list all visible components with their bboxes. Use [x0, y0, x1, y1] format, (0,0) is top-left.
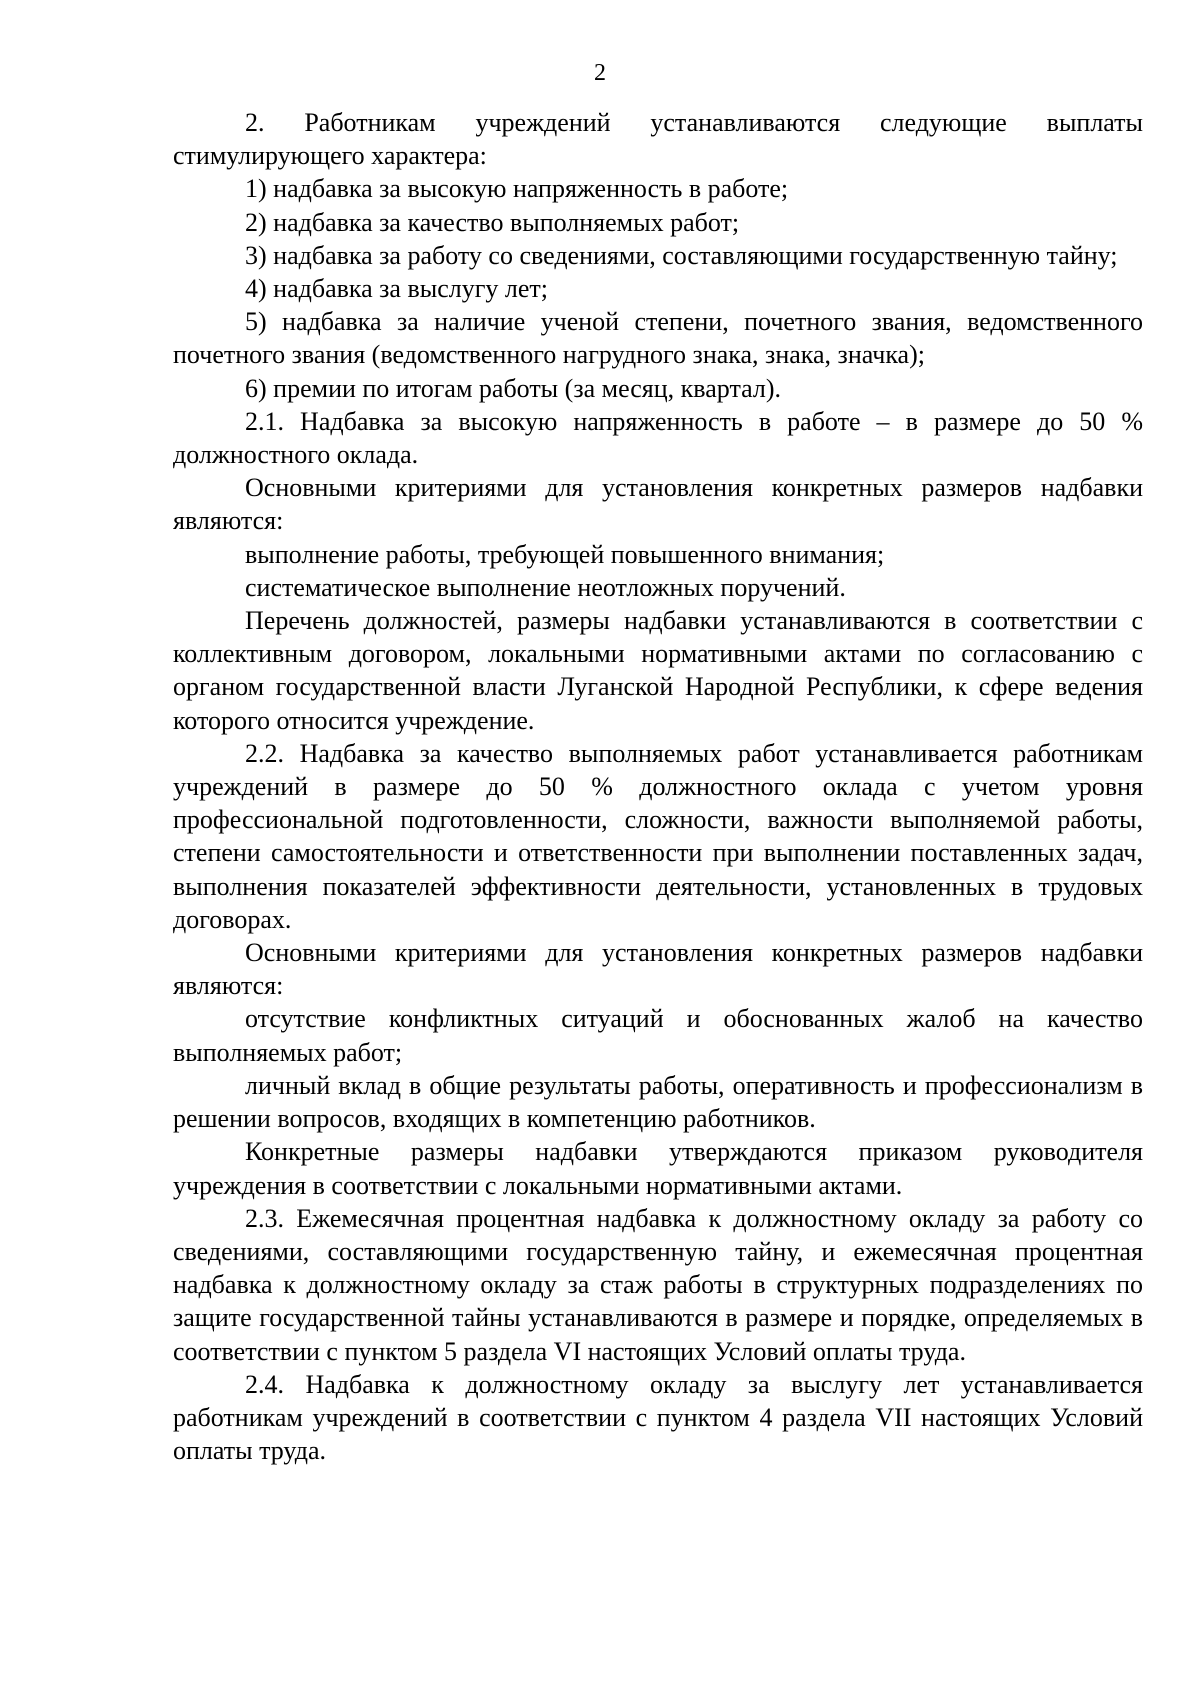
list-item-5: 5) надбавка за наличие ученой степени, почетного звания, ведомственного почетного звания (ведомственного нагрудного знака, знака, значка);	[173, 307, 1143, 370]
list-item-1: 1) надбавка за высокую напряженность в работе;	[245, 174, 789, 204]
section-2-1: 2.1. Надбавка за высокую напряженность в работе – в размере до 50 % должностного оклада.	[173, 406, 1143, 470]
criteria-item: отсутствие конфликтных ситуаций и обоснованных жалоб на качество выполняемых работ;	[173, 1004, 1143, 1067]
page-number: 2	[594, 60, 606, 86]
criteria-intro: Основными критериями для установления конкретных размеров надбавки являются:	[173, 473, 1143, 536]
section-2-intro: 2. Работникам учреждений устанавливаются следующие выплаты стимулирующего характера:	[173, 108, 1143, 171]
section-2-2: 2.2. Надбавка за качество выполняемых работ устанавливается работникам учреждений в размере до 50 % должностного оклада с учетом уровня профессиональной подготовленности, сложности, важности выполняемой работы, степени самостоятельности и ответственности при выполнении поставленных задач, выполнения показателей эффективности деятельности, установленных в трудовых договорах.	[173, 738, 1143, 934]
list-item-3: 3) надбавка за работу со сведениями, составляющими государственную тайну;	[245, 240, 1118, 270]
list-item-6: 6) премии по итогам работы (за месяц, квартал).	[245, 373, 782, 403]
criteria-item: личный вклад в общие результаты работы, оперативность и профессионализм в решении вопросов, входящих в компетенцию работников.	[173, 1070, 1143, 1134]
list-item-4: 4) надбавка за выслугу лет;	[245, 274, 548, 304]
list-item-2: 2) надбавка за качество выполняемых работ;	[245, 207, 740, 237]
criteria-item: выполнение работы, требующей повышенного внимания;	[245, 539, 885, 569]
document-body	[173, 106, 1143, 1467]
criteria-intro: Основными критериями для установления конкретных размеров надбавки являются:	[173, 938, 1143, 1001]
sizes-paragraph: Конкретные размеры надбавки утверждаются приказом руководителя учреждения в соответствии с локальными нормативными актами.	[173, 1137, 1143, 1200]
positions-paragraph: Перечень должностей, размеры надбавки устанавливаются в соответствии с коллективным договором, локальными нормативными актами по согласованию с органом государственной власти Луганской Народной Республики, к сфере ведения которого относится учреждение.	[173, 606, 1143, 735]
section-2-3: 2.3. Ежемесячная процентная надбавка к должностному окладу за работу со сведениями, составляющими государственную тайну, и ежемесячная процентная надбавка к должностному окладу за стаж работы в структурных подразделениях по защите государственной тайны устанавливаются в размере и порядке, определяемых в соответствии с пунктом 5 раздела VI настоящих Условий оплаты труда.	[173, 1203, 1143, 1366]
criteria-item: систематическое выполнение неотложных поручений.	[245, 572, 846, 602]
section-2-4: 2.4. Надбавка к должностному окладу за выслугу лет устанавливается работникам учреждений в соответствии с пунктом 4 раздела VII настоящих Условий оплаты труда.	[173, 1369, 1143, 1466]
